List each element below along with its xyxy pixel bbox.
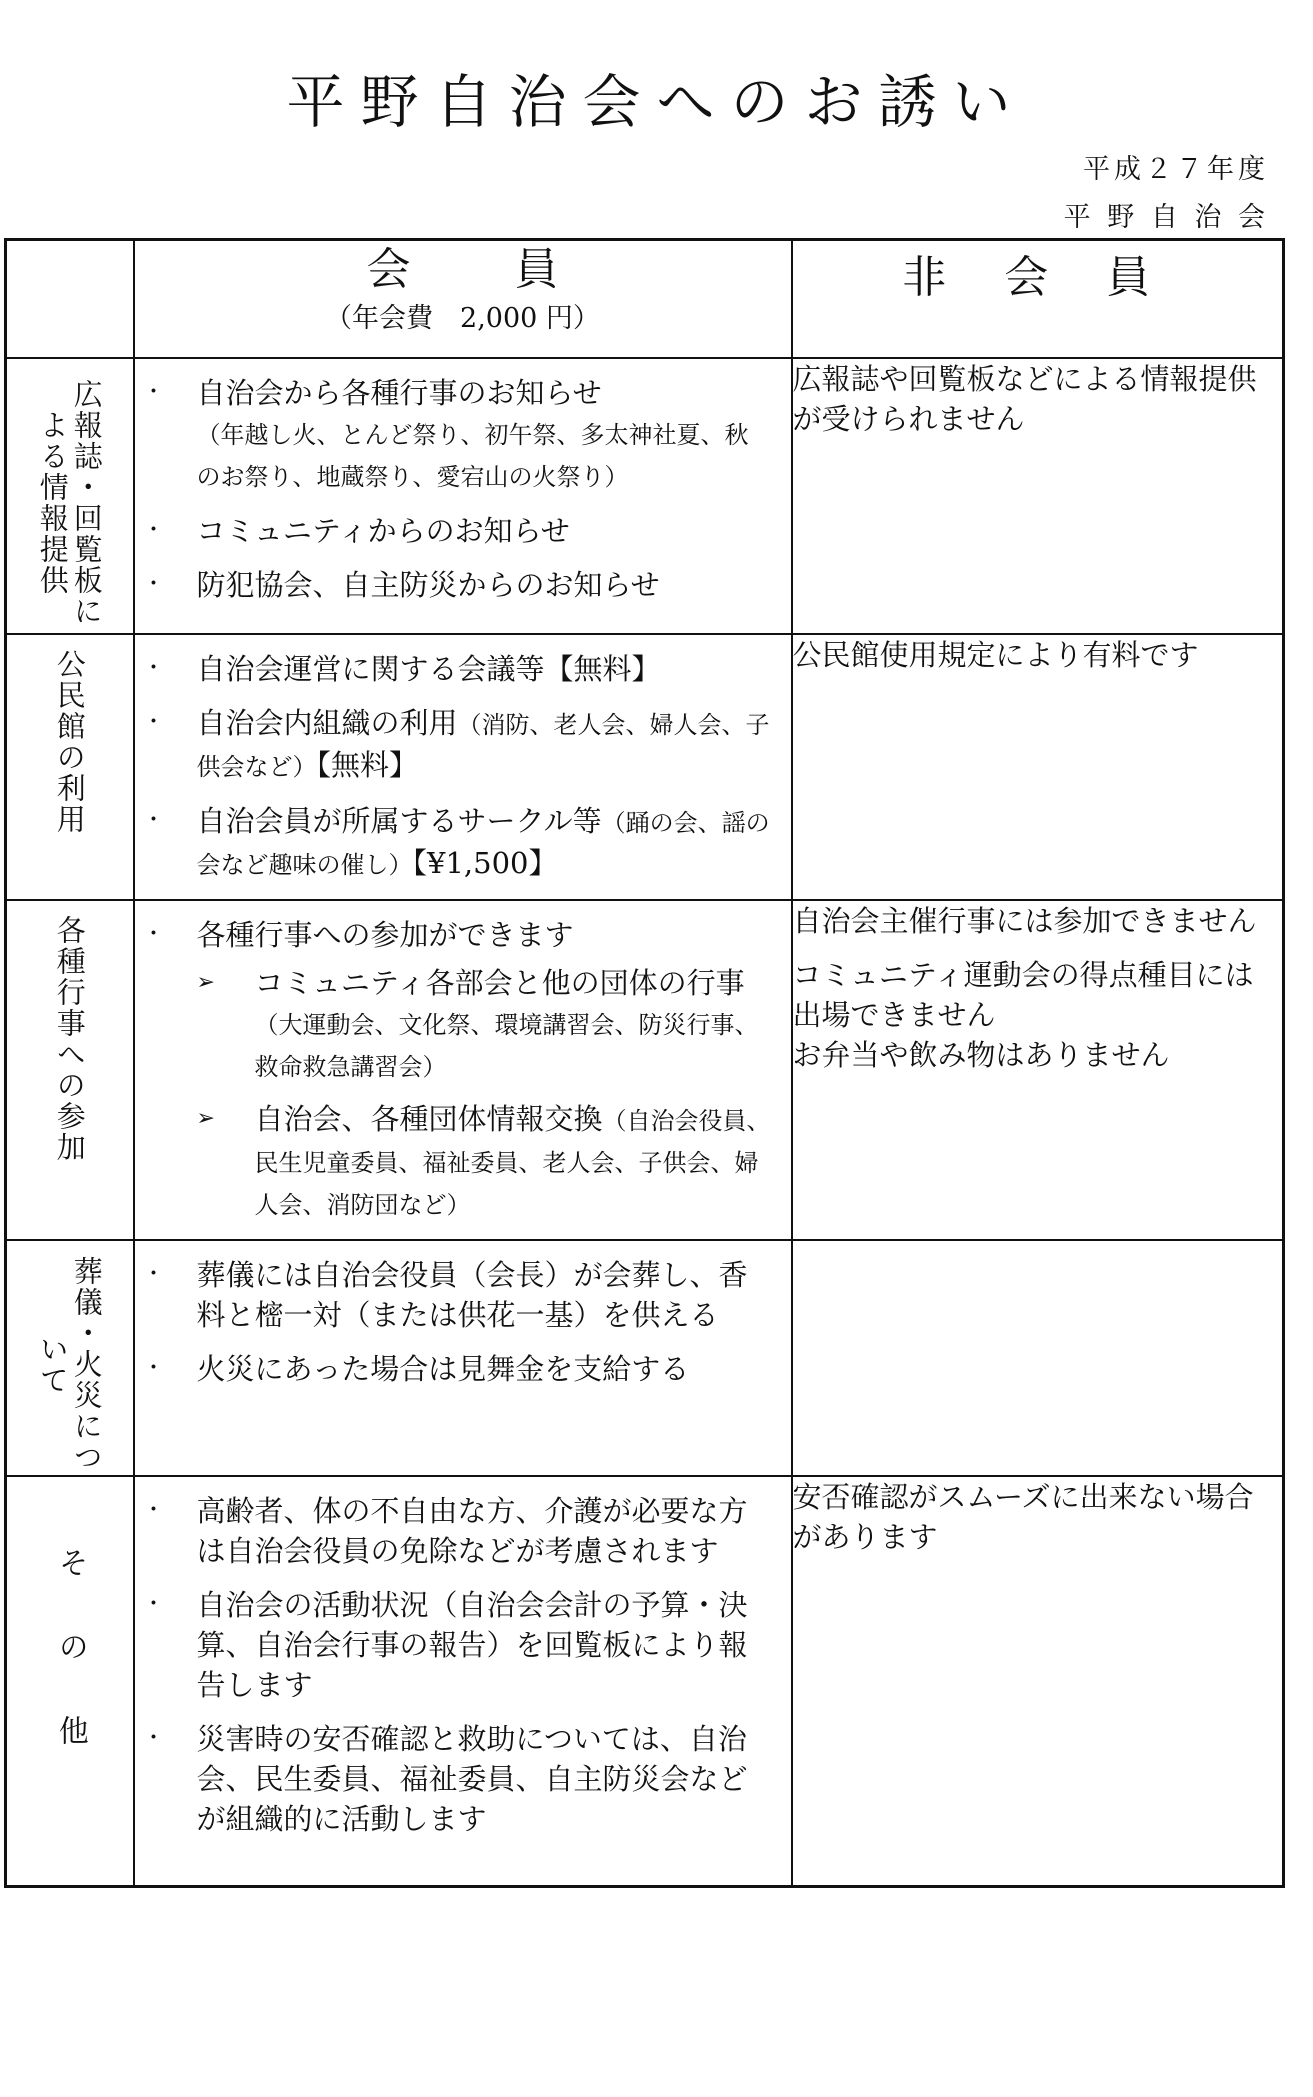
nonmember-cell (792, 900, 1284, 1240)
fiscal-year: 平成２７年度 (1083, 154, 1269, 185)
comparison-table (4, 238, 1285, 1888)
item-fee: 【無料】 (316, 747, 419, 782)
row-label: 広報誌・回覧板による情報提供 (35, 378, 104, 627)
header-blank-cell (6, 240, 134, 358)
nonmember-cell (792, 358, 1284, 634)
header-member-cell (134, 240, 792, 358)
item-note: （年越し火、とんど祭り、初午祭、多太神社夏、秋のお祭り、地蔵祭り、愛宕山の火祭り） (196, 420, 749, 491)
nonmember-text: コミュニティ運動会の得点種目には出場できません (792, 957, 1254, 1032)
nonmember-cell (792, 1476, 1284, 1887)
item-note: （踊の会、謡の会など趣味の催し） (196, 808, 770, 879)
document-meta (1064, 146, 1269, 242)
row-label: 各種行事への参加 (52, 914, 87, 1163)
row-label-cell (6, 1476, 134, 1887)
nonmember-text: 広報誌や回覧板などによる情報提供が受けられません (792, 361, 1257, 436)
list-item: ・ 自治会から各種行事のお知らせ （年越し火、とんど祭り、初午祭、多太神社夏、秋のお祭り、地蔵祭り、愛宕山の火祭り） (135, 373, 771, 497)
header-nonmember-label: 非 会 員 (792, 240, 1284, 358)
organization-name: 平 野 自 治 会 (1063, 202, 1269, 233)
table-row (6, 634, 1284, 900)
nonmember-cell (792, 1240, 1284, 1476)
list-item: ・ 自治会の活動状況（自治会会計の予算・決算、自治会行事の報告）を回覧板により報告します (135, 1585, 771, 1705)
list-item: ・ 高齢者、体の不自由な方、介護が必要な方は自治会役員の免除などが考慮されます (135, 1491, 771, 1571)
header-member-label: 会 員 (366, 244, 589, 295)
list-item: ・ 災害時の安否確認と救助については、自治会、民生委員、福祉委員、自主防災会などが組織的に活動します (135, 1719, 771, 1839)
table-row (6, 1240, 1284, 1476)
sub-list-item: ➢ コミュニティ各部会と他の団体の行事（大運動会、文化祭、環境講習会、防災行事、救命救急講習会） (197, 963, 771, 1087)
nonmember-text: 安否確認がスムーズに出来ない場合があります (792, 1479, 1254, 1554)
list-item: ・ 葬儀には自治会役員（会長）が会葬し、香料と樒一対（または供花一基）を供える (135, 1255, 771, 1335)
list-item: ・ コミュニティからのお知らせ (135, 511, 771, 551)
member-cell (134, 634, 792, 900)
list-item: ・ 火災にあった場合は見舞金を支給する (135, 1349, 771, 1389)
row-label-cell (6, 900, 134, 1240)
sub-list-item: ➢ 自治会、各種団体情報交換（自治会役員、民生児童委員、福祉委員、老人会、子供会、婦人会、消防団など） (197, 1099, 771, 1225)
list-item: ・ 防犯協会、自主防災からのお知らせ (135, 565, 771, 605)
page-title: 平野自治会へのお誘い (286, 68, 1027, 136)
item-note: （消防、老人会、婦人会、子供会など） (196, 710, 770, 781)
member-cell (134, 358, 792, 634)
list-item: ・ 自治会員が所属するサークル等（踊の会、謡の会など趣味の催し）【¥1,500】 (135, 801, 771, 885)
nonmember-cell (792, 634, 1284, 900)
nonmember-text: 自治会主催行事には参加できません (792, 903, 1257, 938)
item-note: （自治会役員、民生児童委員、福祉委員、老人会、子供会、婦人会、消防団など） (254, 1106, 771, 1219)
item-note: （大運動会、文化祭、環境講習会、防災行事、救命救急講習会） (254, 1010, 759, 1081)
member-cell (134, 900, 792, 1240)
nonmember-text: お弁当や飲み物はありません (792, 1037, 1170, 1072)
table-row (6, 1476, 1284, 1887)
member-cell (134, 1476, 792, 1887)
list-item: ・ 自治会運営に関する会議等【無料】 (135, 649, 771, 689)
row-label: その他 (52, 1546, 88, 1799)
item-fee: 【¥1,500】 (412, 845, 558, 880)
row-label: 公民館の利用 (52, 648, 87, 835)
table-header-row (6, 240, 1284, 358)
row-label-cell (6, 358, 134, 634)
table-row (6, 900, 1284, 1240)
nonmember-text: 公民館使用規定により有料です (792, 637, 1199, 672)
list-item: ・ 各種行事への参加ができます ➢ コミュニティ各部会と他の団体の行事（大運動会、文化祭、環境講習会、防災行事、救命救急講習会） ➢ 自治会、各種団体情報交換（自治会役員、民生児童委員、福祉委員、老人会、子供会、婦人会、消防団など） (135, 915, 771, 1225)
row-label-cell (6, 1240, 134, 1476)
row-label: 葬儀・火災について (35, 1256, 104, 1473)
table-row (6, 358, 1284, 634)
list-item: ・ 自治会内組織の利用（消防、老人会、婦人会、子供会など）【無料】 (135, 703, 771, 787)
member-cell (134, 1240, 792, 1476)
row-label-cell (6, 634, 134, 900)
header-member-fee: （年会費 2,000 円） (325, 303, 600, 334)
